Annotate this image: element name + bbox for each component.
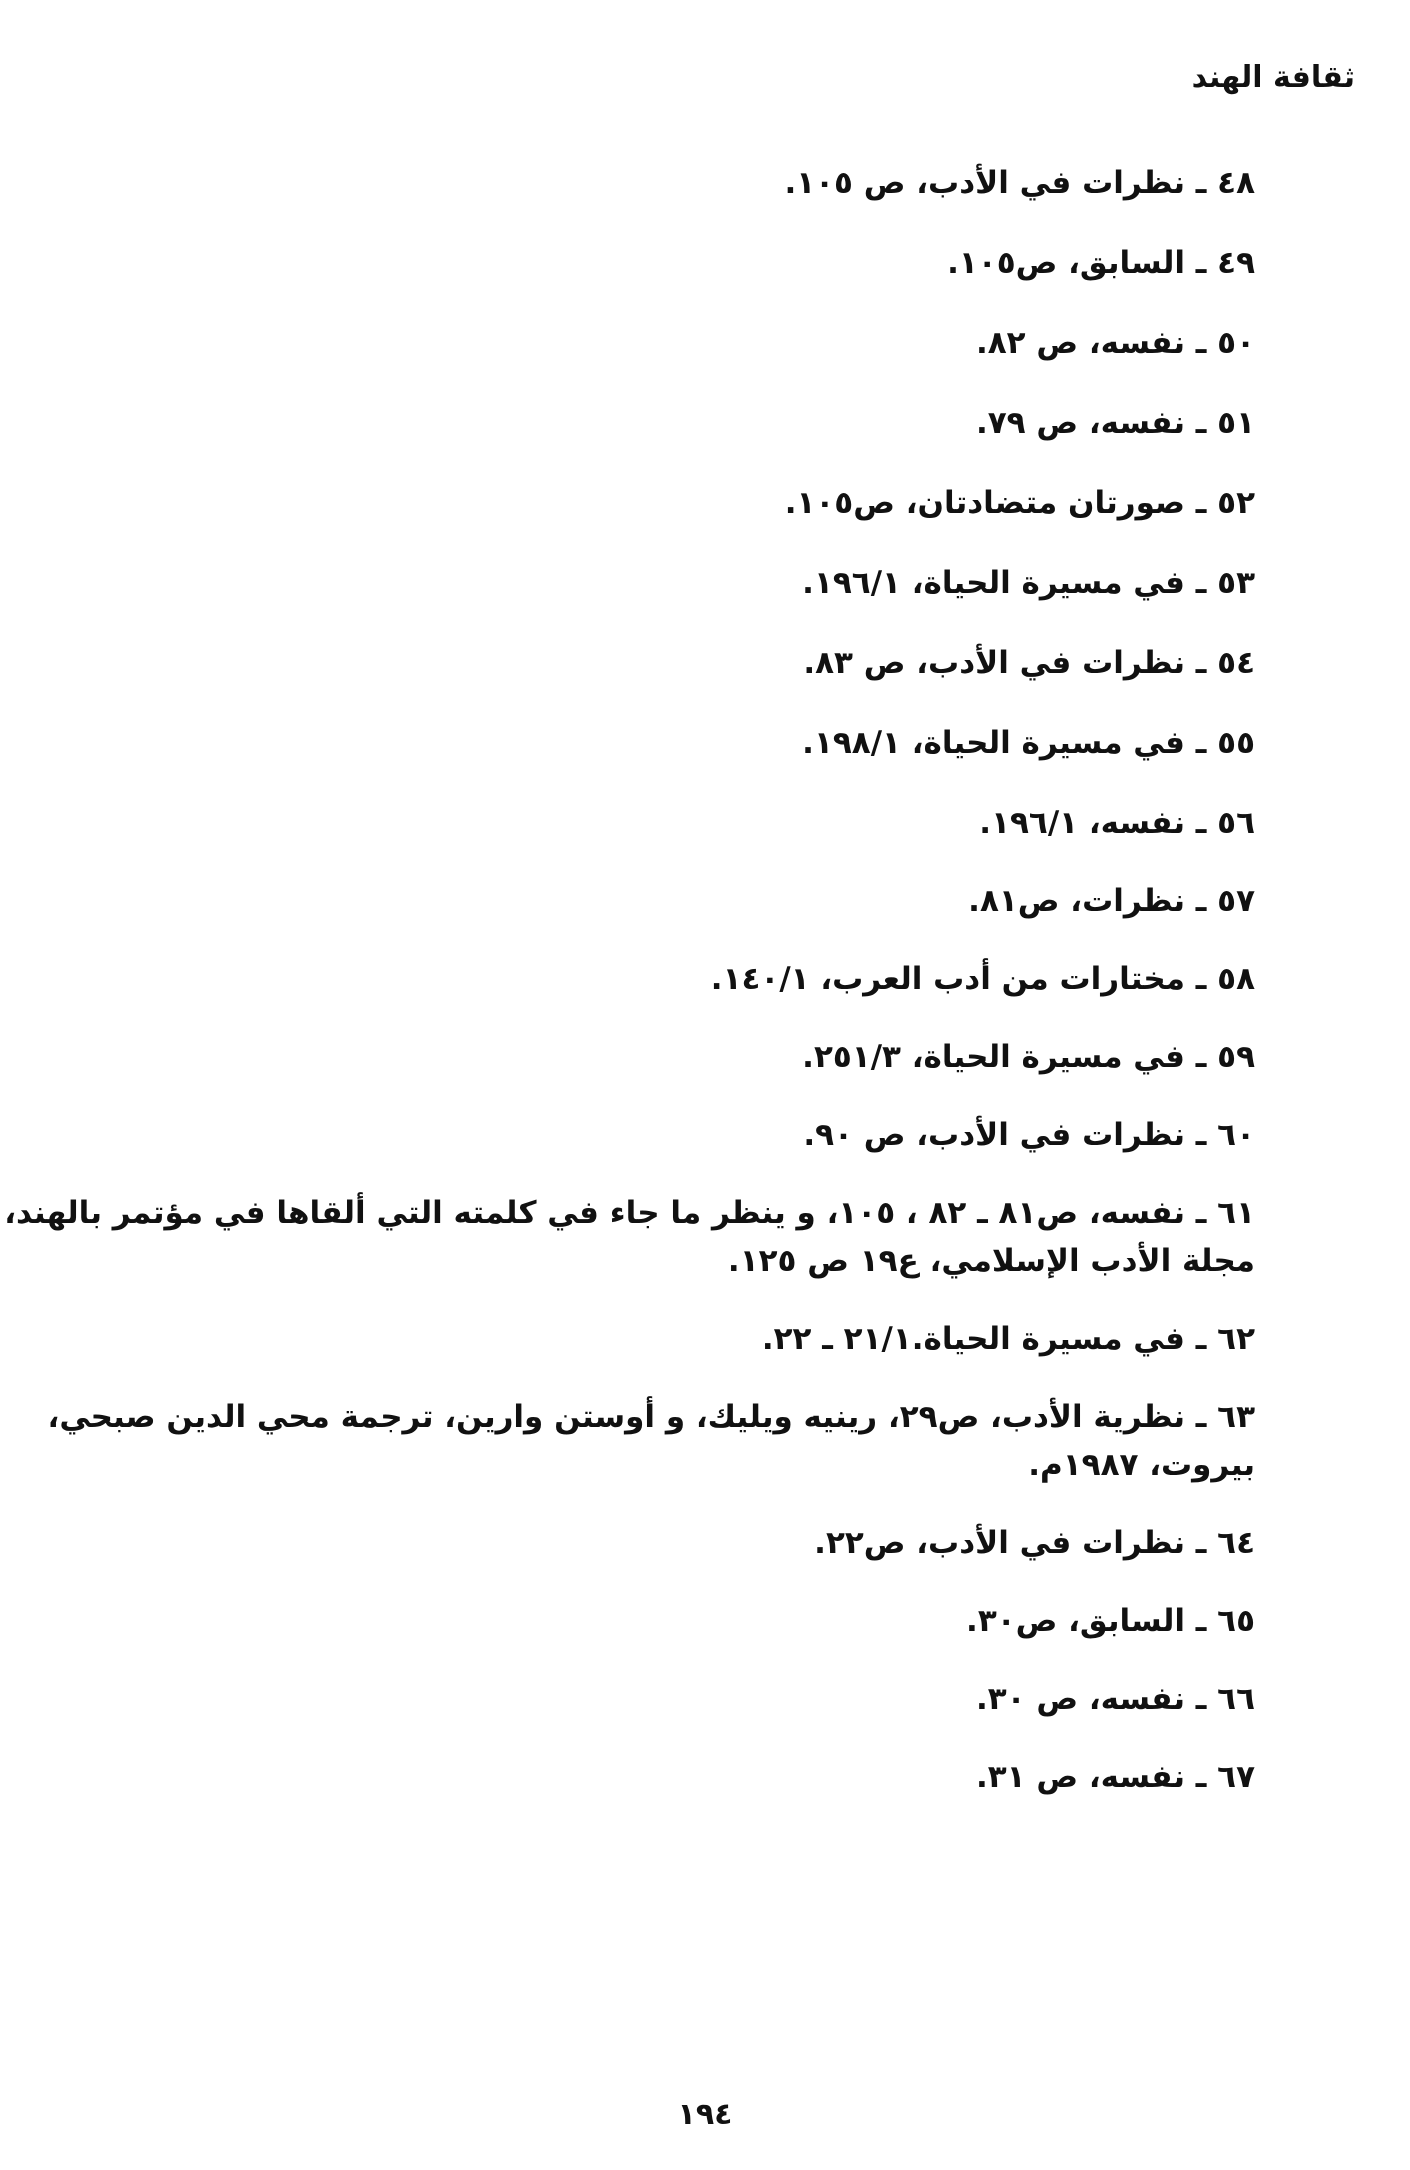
note-text: نفسه، ١٩٦/١.: [979, 805, 1185, 841]
note-number: ٦٧: [1217, 1759, 1255, 1795]
note-dash: ـ: [1184, 1681, 1218, 1717]
note-number: ٦٤: [1217, 1525, 1255, 1561]
endnotes-list: [4, 160, 1255, 1832]
note-57: [55, 878, 1255, 924]
note-number: ٥١: [1217, 405, 1255, 441]
note-dash: ـ: [1184, 645, 1218, 681]
note-52: [55, 480, 1255, 526]
note-dash: ـ: [1184, 1117, 1218, 1153]
note-text: في مسيرة الحياة، ٢٥١/٣.: [802, 1039, 1185, 1075]
note-text: نفسه، ص ٣٠.: [975, 1681, 1185, 1717]
note-dash: ـ: [1184, 485, 1218, 521]
note-54: [55, 640, 1255, 686]
note-number: ٥٣: [1217, 565, 1255, 601]
note-text: السابق، ص١٠٥.: [947, 245, 1185, 281]
note-dash: ـ: [1184, 325, 1218, 361]
note-51: [55, 400, 1255, 446]
note-dash: ـ: [1184, 165, 1218, 201]
note-number: ٦٠: [1217, 1117, 1255, 1153]
note-62: [55, 1316, 1255, 1362]
note-53: [55, 560, 1255, 606]
note-48: [55, 160, 1255, 206]
note-number: ٤٨: [1217, 165, 1255, 201]
note-63: [47, 1394, 1255, 1488]
note-number: ٦٦: [1217, 1681, 1255, 1717]
note-56: [55, 800, 1255, 846]
note-66: [55, 1676, 1255, 1722]
note-text: نفسه، ص ٨٢.: [975, 325, 1185, 361]
note-65: [55, 1598, 1255, 1644]
note-dash: ـ: [1184, 245, 1218, 281]
note-text: نظرات في الأدب، ص٢٢.: [814, 1525, 1185, 1561]
note-dash: ـ: [1184, 565, 1218, 601]
note-number: ٥٢: [1217, 485, 1255, 521]
note-text: نظرات في الأدب، ص ٨٣.: [803, 645, 1185, 681]
page-number: ١٩٤: [677, 2097, 733, 2132]
note-number: ٥٦: [1217, 805, 1255, 841]
note-49: [55, 240, 1255, 286]
note-text: في مسيرة الحياة، ١٩٦/١.: [802, 565, 1185, 601]
note-dash: ـ: [1184, 1039, 1218, 1075]
note-number: ٦٢: [1217, 1321, 1255, 1357]
note-continuation: مجلة الأدب الإسلامي، ع١٩ ص ١٢٥.: [727, 1243, 1255, 1279]
note-number: ٤٩: [1217, 245, 1255, 281]
note-continuation: بيروت، ١٩٨٧م.: [1028, 1447, 1255, 1483]
note-text: نفسه، ص٨١ ـ ٨٢ ، ١٠٥، و ينظر ما جاء في كلمته التي ألقاها في مؤتمر بالهند،: [4, 1195, 1185, 1231]
note-67: [55, 1754, 1255, 1800]
note-dash: ـ: [1184, 1603, 1218, 1639]
note-dash: ـ: [1184, 1195, 1218, 1231]
note-61: [4, 1190, 1255, 1284]
note-number: ٥٠: [1217, 325, 1255, 361]
note-text: نظرية الأدب، ص٢٩، رينيه ويليك، و أوستن وارين، ترجمة محي الدين صبحي،: [47, 1399, 1185, 1435]
note-dash: ـ: [1184, 1399, 1218, 1435]
note-dash: ـ: [1184, 1525, 1218, 1561]
note-dash: ـ: [1184, 1759, 1218, 1795]
note-text: نظرات في الأدب، ص ٩٠.: [803, 1117, 1185, 1153]
note-55: [55, 720, 1255, 766]
note-number: ٦٥: [1217, 1603, 1255, 1639]
note-dash: ـ: [1184, 805, 1218, 841]
note-number: ٥٨: [1217, 961, 1255, 997]
note-50: [55, 320, 1255, 366]
note-text: نظرات في الأدب، ص ١٠٥.: [784, 165, 1185, 201]
note-dash: ـ: [1184, 405, 1218, 441]
note-59: [55, 1034, 1255, 1080]
note-text: في مسيرة الحياة.٢١/١ ـ ٢٢.: [761, 1321, 1185, 1357]
note-text: نفسه، ص ٣١.: [975, 1759, 1185, 1795]
note-number: ٦١: [1217, 1195, 1255, 1231]
note-number: ٥٤: [1217, 645, 1255, 681]
note-text: صورتان متضادتان، ص١٠٥.: [784, 485, 1185, 521]
note-dash: ـ: [1184, 725, 1218, 761]
note-number: ٥٥: [1217, 725, 1255, 761]
note-text: مختارات من أدب العرب، ١٤٠/١.: [710, 961, 1185, 997]
note-number: ٥٩: [1217, 1039, 1255, 1075]
note-number: ٦٣: [1217, 1399, 1255, 1435]
note-64: [55, 1520, 1255, 1566]
note-text: السابق، ص٣٠.: [966, 1603, 1185, 1639]
note-58: [55, 956, 1255, 1002]
running-title: ثقافة الهند: [1191, 60, 1355, 95]
note-text: نظرات، ص٨١.: [968, 883, 1185, 919]
note-number: ٥٧: [1217, 883, 1255, 919]
note-dash: ـ: [1184, 961, 1218, 997]
note-60: [55, 1112, 1255, 1158]
note-text: في مسيرة الحياة، ١٩٨/١.: [802, 725, 1185, 761]
note-text: نفسه، ص ٧٩.: [975, 405, 1185, 441]
note-dash: ـ: [1184, 1321, 1218, 1357]
note-dash: ـ: [1184, 883, 1218, 919]
